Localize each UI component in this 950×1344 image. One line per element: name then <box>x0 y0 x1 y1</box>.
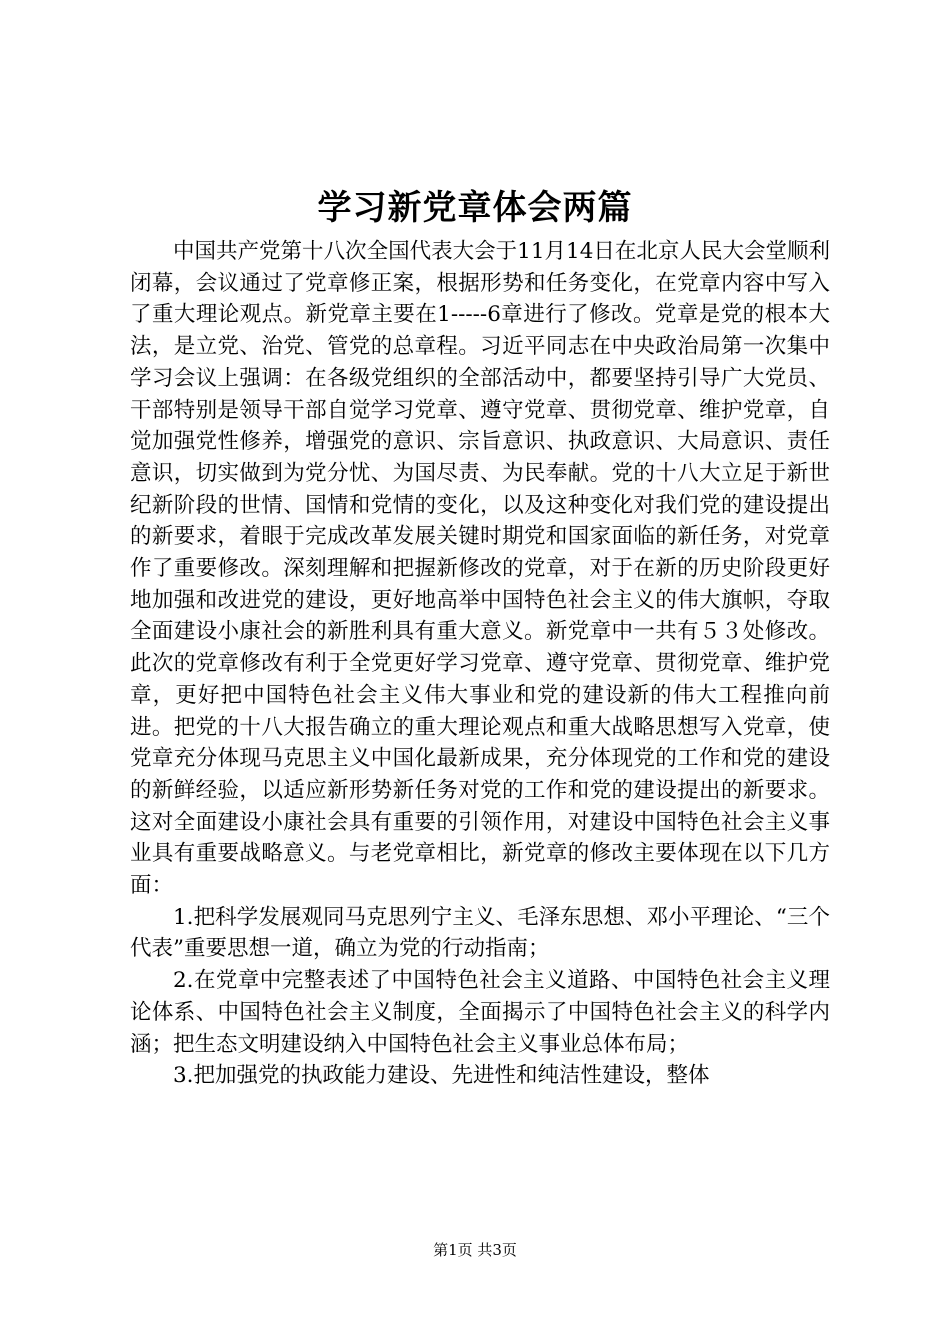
document-body <box>130 236 830 1092</box>
paragraph-item-1: 1.把科学发展观同马克思列宁主义、毛泽东思想、邓小平理论、“三个代表”重要思想一道，确立为党的行动指南； <box>130 904 830 962</box>
document-title: 学习新党章体会两篇 <box>317 188 633 228</box>
page-footer: 第1页 共3页 <box>433 1241 517 1259</box>
paragraph-intro: 中国共产党第十八次全国代表大会于11月14日在北京人民大会堂顺利闭幕，会议通过了党章修正案，根据形势和任务变化，在党章内容中写入了重大理论观点。新党章主要在1-----6章进行了修改。党章是党的根本大法，是立党、治党、管党的总章程。习近平同志在中央政治局第一次集中学习会议上强调：在各级党组织的全部活动中，都要坚持引导广大党员、干部特别是领导干部自觉学习党章、遵守党章、贯彻党章、维护党章，自觉加强党性修养，增强党的意识、宗旨意识、执政意识、大局意识、责任意识，切实做到为党分忧、为国尽责、为民奉献。党的十八大立足于新世纪新阶段的世情、国情和党情的变化，以及这种变化对我们党的建设提出的新要求，着眼于完成改革发展关键时期党和国家面临的新任务，对党章作了重要修改。深刻理解和把握新修改的党章，对于在新的历史阶段更好地加强和改进党的建设，更好地高举中国特色社会主义的伟大旗帜，夺取全面建设小康社会的新胜利具有重大意义。新党章中一共有５３处修改。此次的党章修改有利于全党更好学习党章、遵守党章、贯彻党章、维护党章，更好把中国特色社会主义伟大事业和党的建设新的伟大工程推向前进。把党的十八大报告确立的重大理论观点和重大战略思想写入党章，使党章充分体现马克思主义中国化最新成果，充分体现党的工作和党的建设的新鲜经验，以适应新形势新任务对党的工作和党的建设提出的新要求。这对全面建设小康社会具有重要的引领作用，对建设中国特色社会主义事业具有重要战略意义。与老党章相比，新党章的修改主要体现在以下几方面： <box>130 239 830 899</box>
paragraph-item-2: 2.在党章中完整表述了中国特色社会主义道路、中国特色社会主义理论体系、中国特色社会主义制度，全面揭示了中国特色社会主义的科学内涵；把生态文明建设纳入中国特色社会主义事业总体布局； <box>130 968 830 1057</box>
paragraph-item-3: 3.把加强党的执政能力建设、先进性和纯洁性建设，整体 <box>173 1063 710 1089</box>
